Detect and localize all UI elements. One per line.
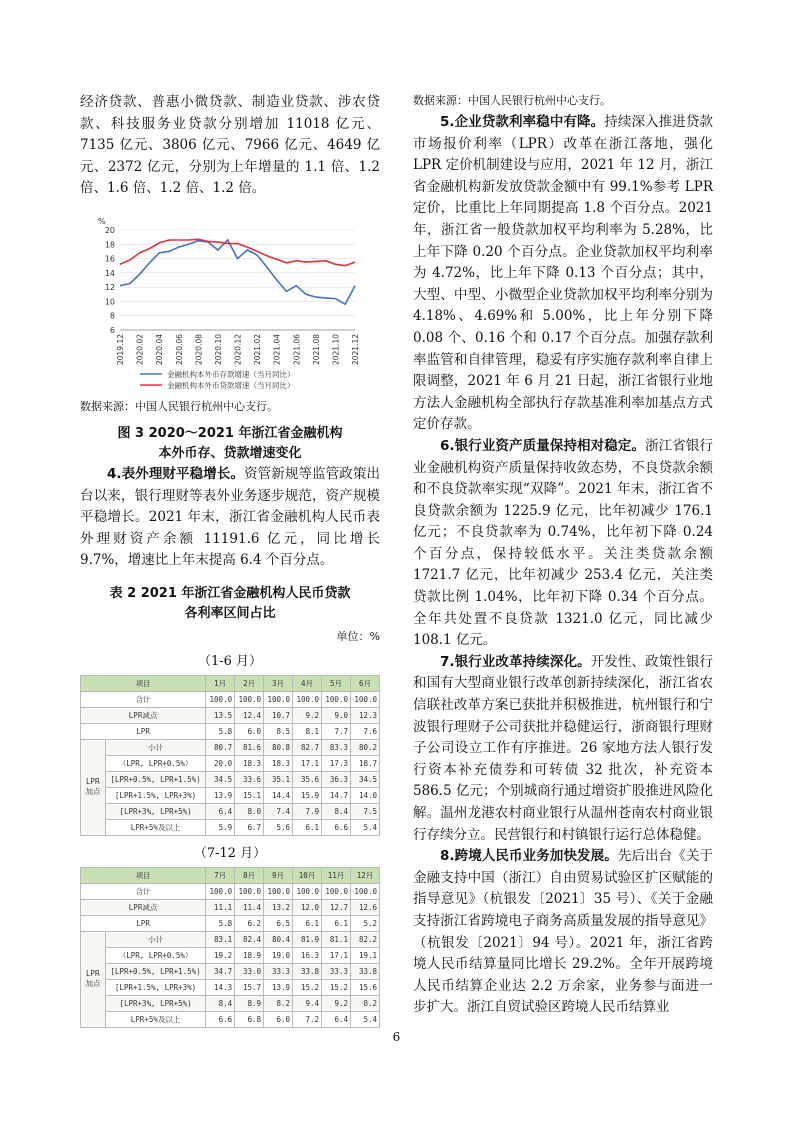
- x-tick-label: 2020.06: [174, 333, 184, 365]
- rate-table-h1: [80, 675, 380, 836]
- value-cell: 6.1: [322, 915, 351, 931]
- item-header-cell: 项目: [81, 867, 206, 883]
- row-label-cell: LPR减点: [81, 899, 206, 915]
- value-cell: 8.1: [293, 723, 322, 739]
- table-caption: [80, 584, 380, 624]
- group-label-cell: LPR加点: [81, 739, 106, 835]
- value-cell: 8.2: [350, 995, 379, 1011]
- value-cell: 6.1: [293, 819, 322, 835]
- table-row: [81, 819, 380, 835]
- row-label-cell: （LPR, LPR+0.5%）: [106, 947, 206, 963]
- value-cell: 7.9: [293, 803, 322, 819]
- value-cell: 83.3: [322, 739, 351, 755]
- value-cell: 14.4: [264, 787, 293, 803]
- table-header-row: [81, 675, 380, 691]
- x-tick-label: 2021.02: [253, 333, 263, 365]
- legend-label: 金融机构本外币存款增速（当月同比）: [167, 369, 295, 379]
- y-tick-label: 20: [104, 225, 115, 235]
- value-cell: 33.8: [293, 963, 322, 979]
- table-row: [81, 691, 380, 707]
- month-header-cell: 1月: [206, 675, 235, 691]
- value-cell: 14.0: [350, 787, 379, 803]
- y-tick-label: 18: [104, 240, 115, 250]
- month-header-cell: 6月: [350, 675, 379, 691]
- value-cell: 15.2: [293, 979, 322, 995]
- value-cell: 18.7: [350, 755, 379, 771]
- table-row: [81, 787, 380, 803]
- left-column: [80, 92, 380, 1028]
- table-row: [81, 995, 380, 1011]
- value-cell: 34.5: [206, 771, 235, 787]
- x-tick-label: 2020.10: [213, 333, 223, 365]
- section-7-title: 7.银行业改革持续深化。: [440, 653, 591, 670]
- paragraph-loans: 经济贷款、普惠小微贷款、制造业贷款、涉农贷款、科技服务业贷款分别增加 11018 亿元、7135 亿元、3806 亿元、7966 亿元、4649 亿元、2372 亿元，分别为上年增量的 1.1 倍、1.2 倍、1.6 倍、1.2 倍、1.2 倍。: [80, 94, 380, 197]
- section-4: [80, 464, 380, 572]
- section-4-title: 4.表外理财平稳增长。: [107, 465, 245, 482]
- y-tick-label: 10: [104, 297, 115, 307]
- figure-caption: [80, 424, 380, 464]
- value-cell: 6.6: [206, 1011, 235, 1027]
- month-header-cell: 8月: [235, 867, 264, 883]
- month-header-cell: 4月: [293, 675, 322, 691]
- value-cell: 6.8: [235, 1011, 264, 1027]
- table-row: [81, 979, 380, 995]
- h2-label: （7-12 月）: [193, 845, 267, 861]
- value-cell: 6.2: [235, 915, 264, 931]
- month-header-cell: 7月: [206, 867, 235, 883]
- value-cell: 7.6: [350, 723, 379, 739]
- row-label-cell: LPR: [81, 723, 206, 739]
- value-cell: 5.2: [350, 915, 379, 931]
- value-cell: 15.2: [322, 979, 351, 995]
- table-row: [81, 803, 380, 819]
- value-cell: 100.0: [293, 883, 322, 899]
- table-row: [81, 723, 380, 739]
- value-cell: 100.0: [322, 691, 351, 707]
- value-cell: 81.1: [322, 931, 351, 947]
- table-row: [81, 915, 380, 931]
- value-cell: 6.5: [264, 915, 293, 931]
- value-cell: 6.6: [322, 819, 351, 835]
- row-label-cell: 合计: [81, 883, 206, 899]
- table-source: 数据来源：中国人民银行杭州中心支行。: [413, 94, 611, 107]
- value-cell: 16.3: [293, 947, 322, 963]
- value-cell: 11.1: [206, 899, 235, 915]
- month-header-cell: 5月: [322, 675, 351, 691]
- value-cell: 19.1: [350, 947, 379, 963]
- row-label-cell: 小计: [106, 931, 206, 947]
- month-header-cell: 12月: [350, 867, 379, 883]
- x-tick-label: 2021.12: [351, 333, 360, 365]
- figure-caption-line2: 本外币存、贷款增速变化: [158, 445, 302, 461]
- value-cell: 100.0: [264, 691, 293, 707]
- value-cell: 18.9: [235, 947, 264, 963]
- value-cell: 17.3: [322, 755, 351, 771]
- table-row: [81, 931, 380, 947]
- value-cell: 80.8: [264, 739, 293, 755]
- table-header-row: [81, 867, 380, 883]
- value-cell: 100.0: [293, 691, 322, 707]
- value-cell: 80.2: [350, 739, 379, 755]
- value-cell: 8.9: [235, 995, 264, 1011]
- value-cell: 100.0: [350, 883, 379, 899]
- section-8: [413, 846, 713, 1019]
- page-number: 6: [392, 1030, 401, 1044]
- value-cell: 5.6: [264, 819, 293, 835]
- value-cell: 5.4: [350, 819, 379, 835]
- value-cell: 15.7: [235, 979, 264, 995]
- table-row: [81, 899, 380, 915]
- section-4-body: 资管新规等监管政策出台以来，银行理财等表外业务逐步规范，资产规模平稳增长。2021 年末，浙江省金融机构人民币表外理财资产余额 11191.6 亿元，同比增长 9.7%，增速比上年末提高 6.4 个百分点。: [80, 465, 380, 569]
- value-cell: 9.2: [293, 707, 322, 723]
- item-header-cell: 项目: [81, 675, 206, 691]
- value-cell: 80.4: [264, 931, 293, 947]
- value-cell: 8.4: [322, 803, 351, 819]
- value-cell: 14.3: [206, 979, 235, 995]
- value-cell: 6.0: [235, 723, 264, 739]
- chart-source: 数据来源：中国人民银行杭州中心支行。: [80, 399, 278, 413]
- row-label-cell: LPR减点: [81, 707, 206, 723]
- value-cell: 34.7: [206, 963, 235, 979]
- y-tick-label: 6: [109, 325, 115, 335]
- value-cell: 11.4: [235, 899, 264, 915]
- value-cell: 81.6: [235, 739, 264, 755]
- table-row: [81, 707, 380, 723]
- x-tick-label: 2020.12: [233, 333, 243, 365]
- x-tick-label: 2019.12: [116, 333, 125, 365]
- value-cell: 36.3: [322, 771, 351, 787]
- x-tick-label: 2020.04: [155, 333, 165, 365]
- value-cell: 13.5: [206, 707, 235, 723]
- value-cell: 19.2: [206, 947, 235, 963]
- value-cell: 100.0: [350, 691, 379, 707]
- value-cell: 6.0: [264, 1011, 293, 1027]
- deposit-loan-growth-chart: [80, 212, 380, 392]
- value-cell: 100.0: [264, 883, 293, 899]
- value-cell: 7.5: [350, 803, 379, 819]
- value-cell: 100.0: [235, 691, 264, 707]
- legend-label: 金融机构本外币贷款增速（当月同比）: [167, 380, 295, 390]
- h1-label: （1-6 月）: [197, 653, 263, 669]
- x-tick-label: 2021.04: [272, 333, 282, 365]
- value-cell: 5.9: [206, 819, 235, 835]
- table-row: [81, 739, 380, 755]
- value-cell: 6.4: [322, 1011, 351, 1027]
- y-tick-label: 16: [104, 254, 115, 264]
- value-cell: 5.8: [206, 723, 235, 739]
- value-cell: 33.0: [235, 963, 264, 979]
- month-header-cell: 10月: [293, 867, 322, 883]
- value-cell: 9.2: [322, 995, 351, 1011]
- section-5: [413, 112, 713, 436]
- value-cell: 33.3: [264, 963, 293, 979]
- value-cell: 12.7: [322, 899, 351, 915]
- table-unit: 单位：%: [336, 629, 380, 643]
- value-cell: 12.3: [350, 707, 379, 723]
- y-tick-label: 8: [109, 311, 115, 321]
- value-cell: 8.2: [264, 995, 293, 1011]
- y-axis-unit: %: [98, 216, 106, 226]
- value-cell: 83.1: [206, 931, 235, 947]
- value-cell: 8.4: [206, 995, 235, 1011]
- value-cell: 6.4: [206, 803, 235, 819]
- x-tick-label: 2020.02: [135, 333, 145, 365]
- value-cell: 34.5: [350, 771, 379, 787]
- value-cell: 80.7: [206, 739, 235, 755]
- month-header-cell: 9月: [264, 867, 293, 883]
- value-cell: 33.6: [235, 771, 264, 787]
- row-label-cell: [LPR+3%, LPR+5%): [106, 803, 206, 819]
- right-column: [413, 92, 713, 1019]
- row-label-cell: [LPR+0.5%, LPR+1.5%): [106, 963, 206, 979]
- section-6-title: 6.银行业资产质量保持相对稳定。: [440, 437, 646, 454]
- value-cell: 13.9: [206, 787, 235, 803]
- value-cell: 15.6: [350, 979, 379, 995]
- row-label-cell: LPR: [81, 915, 206, 931]
- value-cell: 10.7: [264, 707, 293, 723]
- value-cell: 81.9: [293, 931, 322, 947]
- value-cell: 15.9: [293, 787, 322, 803]
- value-cell: 14.7: [322, 787, 351, 803]
- value-cell: 82.7: [293, 739, 322, 755]
- section-5-title: 5.企业贷款利率稳中有降。: [440, 114, 605, 130]
- value-cell: 15.1: [235, 787, 264, 803]
- row-label-cell: 小计: [106, 739, 206, 755]
- row-label-cell: （LPR, LPR+0.5%）: [106, 755, 206, 771]
- value-cell: 100.0: [235, 883, 264, 899]
- row-label-cell: [LPR+0.5%, LPR+1.5%): [106, 771, 206, 787]
- y-tick-label: 14: [104, 268, 115, 278]
- row-label-cell: 合计: [81, 691, 206, 707]
- x-tick-label: 2021.06: [292, 333, 302, 365]
- table-caption-line2: 各利率区间占比: [184, 605, 276, 621]
- value-cell: 7.7: [322, 723, 351, 739]
- table-row: [81, 755, 380, 771]
- month-header-cell: 2月: [235, 675, 264, 691]
- value-cell: 35.1: [264, 771, 293, 787]
- value-cell: 9.0: [322, 707, 351, 723]
- figure-caption-line1: 图 3 2020～2021 年浙江省金融机构: [117, 425, 343, 441]
- rate-table-h2: [80, 867, 380, 1028]
- value-cell: 5.8: [206, 915, 235, 931]
- value-cell: 35.6: [293, 771, 322, 787]
- month-header-cell: 3月: [264, 675, 293, 691]
- value-cell: 5.4: [350, 1011, 379, 1027]
- value-cell: 13.2: [264, 899, 293, 915]
- month-header-cell: 11月: [322, 867, 351, 883]
- value-cell: 33.8: [350, 963, 379, 979]
- section-8-body: 先后出台《关于金融支持中国（浙江）自由贸易试验区扩区赋能的指导意见》（杭银发〔2021〕35 号）、《关于金融支持浙江省跨境电子商务高质量发展的指导意见》（杭银发〔2021〕94 号）。2021 年，浙江省跨境人民币结算量同比增长 29.2%。全年开展跨境人民币结算企业达 2.2 万余家，业务参与面进一步扩大。浙江自贸试验区跨境人民币结算业: [413, 848, 713, 1016]
- value-cell: 82.4: [235, 931, 264, 947]
- value-cell: 9.4: [293, 995, 322, 1011]
- section-7: [413, 652, 713, 846]
- value-cell: 18.3: [235, 755, 264, 771]
- value-cell: 8.0: [235, 803, 264, 819]
- group-label-cell: LPR加点: [81, 931, 106, 1027]
- table-caption-line1: 表 2 2021 年浙江省金融机构人民币贷款: [109, 585, 351, 601]
- section-7-body: 开发性、政策性银行和国有大型商业银行改革创新持续深化，浙江省农信联社改革方案已获批并积极推进，杭州银行和宁波银行理财子公司获批并稳健运行，浙商银行理财子公司设立工作有序推进。26 家地方法人银行发行资本补充债券和可转债 32 批次，补充资本 586.5 亿元；个别城商行通过增资扩股推进风险化解。温州龙港农村商业银行从温州苍南农村商业银行存续分立。民营银行和村镇银行运行总体稳健。: [413, 653, 714, 843]
- value-cell: 6.1: [293, 915, 322, 931]
- x-tick-label: 2020.08: [194, 333, 204, 365]
- value-cell: 8.5: [264, 723, 293, 739]
- value-cell: 33.3: [322, 963, 351, 979]
- series-line: [120, 239, 355, 265]
- section-6-body: 浙江省银行业金融机构资产质量保持收敛态势，不良贷款余额和不良贷款率实现“双降”。2021 年末，浙江省不良贷款余额为 1225.9 亿元，比年初减少 176.1 亿元；不良贷款率为 0.74%，比年初下降 0.24 个百分点，保持较低水平。关注类贷款余额 1721.7 亿元，比年初减少 253.4 亿元，关注类贷款比例 1.04%，比年初下降 0.34 个百分点。全年共处置不良贷款 1321.0 亿元，同比减少 108.1 亿元。: [413, 437, 713, 649]
- series-line: [120, 240, 355, 304]
- table-row: [81, 947, 380, 963]
- value-cell: 100.0: [322, 883, 351, 899]
- value-cell: 100.0: [206, 691, 235, 707]
- row-label-cell: [LPR+3%, LPR+5%): [106, 995, 206, 1011]
- section-6: [413, 436, 713, 652]
- value-cell: 12.4: [235, 707, 264, 723]
- x-tick-label: 2021.10: [331, 333, 341, 365]
- table-row: [81, 883, 380, 899]
- table-row: [81, 1011, 380, 1027]
- value-cell: 17.1: [322, 947, 351, 963]
- value-cell: 82.2: [350, 931, 379, 947]
- value-cell: 7.2: [293, 1011, 322, 1027]
- value-cell: 7.4: [264, 803, 293, 819]
- value-cell: 6.7: [235, 819, 264, 835]
- value-cell: 13.9: [264, 979, 293, 995]
- value-cell: 17.1: [293, 755, 322, 771]
- table-row: [81, 771, 380, 787]
- x-tick-label: 2021.08: [311, 333, 321, 365]
- value-cell: 18.3: [264, 755, 293, 771]
- table-row: [81, 963, 380, 979]
- value-cell: 12.0: [293, 899, 322, 915]
- value-cell: 100.0: [206, 883, 235, 899]
- section-8-title: 8.跨境人民币业务加快发展。: [440, 848, 618, 865]
- value-cell: 12.6: [350, 899, 379, 915]
- value-cell: 19.0: [264, 947, 293, 963]
- row-label-cell: [LPR+1.5%, LPR+3%): [106, 787, 206, 803]
- row-label-cell: LPR+5%及以上: [106, 819, 206, 835]
- row-label-cell: [LPR+1.5%, LPR+3%): [106, 979, 206, 995]
- section-5-body: 持续深入推进贷款市场报价利率（LPR）改革在浙江落地，强化 LPR 定价机制建设与应用，2021 年 12 月，浙江省金融机构新发放贷款金额中有 99.1%参考 LPR 定价，比重比上年同期提高 1.8 个百分点。2021 年，浙江省一般贷款加权平均利率为 5.28%，比上年下降 0.20 个百分点。企业贷款加权平均利率为 4.72%，比上年下降 0.13 个百分点；其中，大型、中型、小微型企业贷款加权平均利率分别为 4.18%、4.69%和 5.00%，比上年分别下降 0.08 个、0.16 个和 0.17 个百分点。加强存款利率监管和自律管理，稳妥有序实施存款利率自律上限调整，2021 年 6 月 21 日起，浙江省银行业地方法人金融机构全部执行存款基准利率加基点方式定价存款。: [413, 114, 713, 433]
- row-label-cell: LPR+5%及以上: [106, 1011, 206, 1027]
- value-cell: 20.0: [206, 755, 235, 771]
- y-tick-label: 12: [104, 283, 115, 293]
